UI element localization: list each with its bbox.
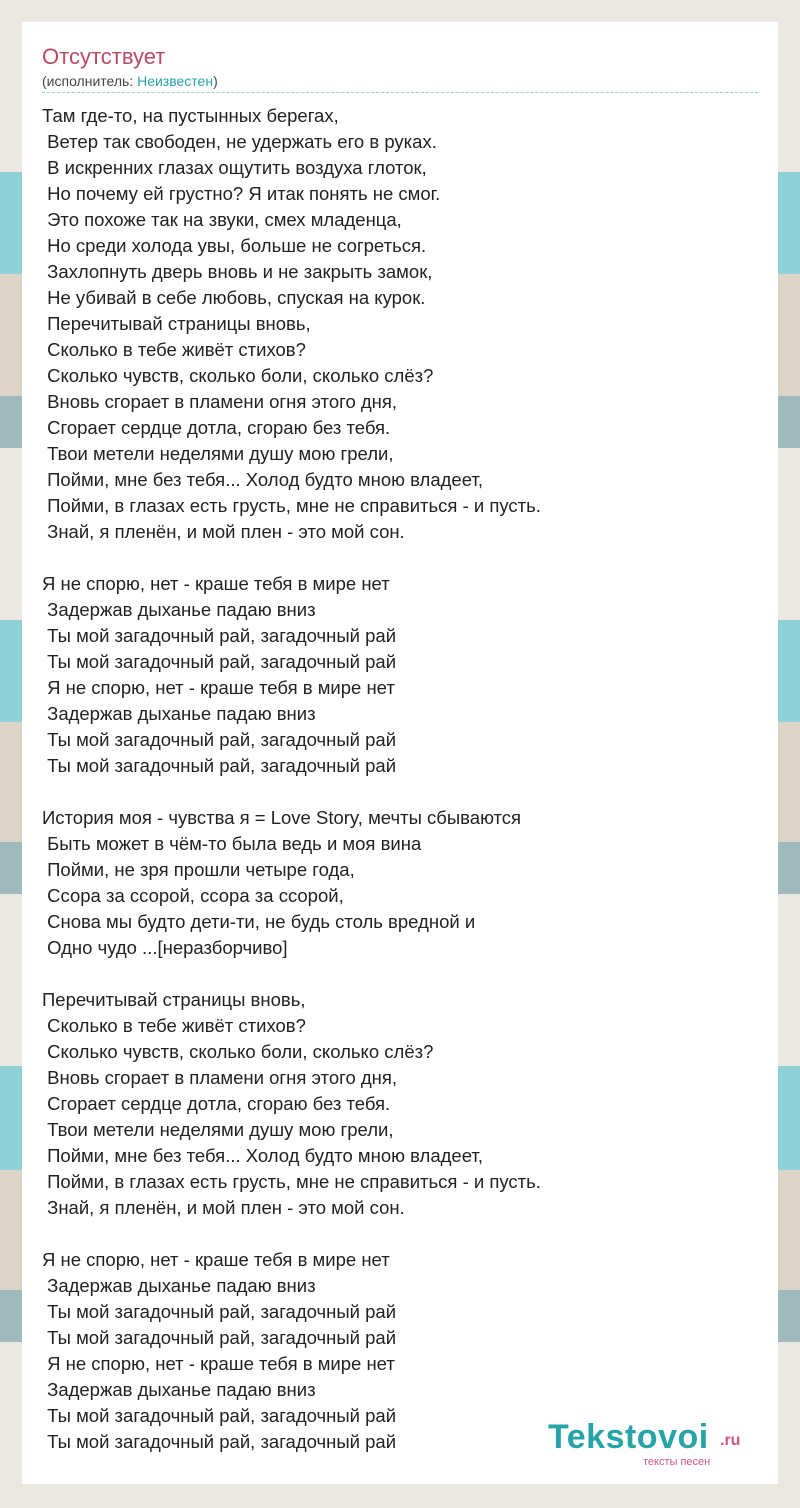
lyric-line: Пойми, мне без тебя... Холод будто мною владеет, — [42, 469, 483, 490]
lyric-line: Ты мой загадочный рай, загадочный рай — [42, 755, 397, 776]
lyrics-stanza — [42, 103, 758, 545]
lyric-line: Ты мой загадочный рай, загадочный рай — [42, 729, 397, 750]
lyric-line: Перечитывай страницы вновь, — [42, 313, 311, 334]
artist-link[interactable]: Неизвестен — [137, 73, 214, 89]
lyrics-card — [22, 22, 778, 1484]
lyrics-text — [42, 103, 758, 1455]
lyric-line: Сколько в тебе живёт стихов? — [42, 1015, 306, 1036]
lyric-line: Перечитывай страницы вновь, — [42, 989, 306, 1010]
lyric-line: Ты мой загадочный рай, загадочный рай — [42, 1327, 397, 1348]
lyric-line: Но почему ей грустно? Я итак понять не смог. — [42, 183, 441, 204]
lyric-line: Ветер так свободен, не удержать его в руках. — [42, 131, 437, 152]
lyric-line: Я не спорю, нет - краше тебя в мире нет — [42, 1249, 390, 1270]
lyric-line: Ты мой загадочный рай, загадочный рай — [42, 651, 397, 672]
lyric-line: Ты мой загадочный рай, загадочный рай — [42, 1301, 397, 1322]
artist-line — [42, 73, 218, 89]
lyric-line: Задержав дыханье падаю вниз — [42, 1379, 316, 1400]
lyric-line: История моя - чувства я = Love Story, мечты сбываются — [42, 807, 522, 828]
lyric-line: Пойми, не зря прошли четыре года, — [42, 859, 355, 880]
lyric-line: Я не спорю, нет - краше тебя в мире нет — [42, 677, 395, 698]
lyric-line: Знай, я пленён, и мой плен - это мой сон. — [42, 521, 405, 542]
lyric-line: Твои метели неделями душу мою грели, — [42, 1119, 394, 1140]
lyric-line: Сколько чувств, сколько боли, сколько слёз? — [42, 365, 434, 386]
lyrics-stanza — [42, 805, 758, 961]
lyric-line: Сгорает сердце дотла, сгораю без тебя. — [42, 417, 391, 438]
lyric-line: Ты мой загадочный рай, загадочный рай — [42, 1431, 397, 1452]
lyrics-stanza — [42, 571, 758, 779]
logo-main-text: Tekstovoi — [548, 1418, 709, 1456]
title-divider — [42, 92, 758, 93]
lyric-line: Там где-то, на пустынных берегах, — [42, 105, 339, 126]
lyric-line: Сколько в тебе живёт стихов? — [42, 339, 306, 360]
lyric-line: Вновь сгорает в пламени огня этого дня, — [42, 1067, 398, 1088]
lyric-line: Сколько чувств, сколько боли, сколько слёз? — [42, 1041, 434, 1062]
lyric-line: Задержав дыханье падаю вниз — [42, 599, 316, 620]
lyric-line: Я не спорю, нет - краше тебя в мире нет — [42, 1353, 395, 1374]
lyric-line: Вновь сгорает в пламени огня этого дня, — [42, 391, 398, 412]
lyric-line: Не убивай в себе любовь, спуская на курок. — [42, 287, 426, 308]
logo-subtitle: тексты песен — [643, 1456, 711, 1468]
lyric-line: Знай, я пленён, и мой плен - это мой сон. — [42, 1197, 405, 1218]
lyric-line: Пойми, в глазах есть грусть, мне не справиться - и пусть. — [42, 1171, 541, 1192]
lyric-line: Это похоже так на звуки, смех младенца, — [42, 209, 402, 230]
lyric-line: Ты мой загадочный рай, загадочный рай — [42, 625, 397, 646]
lyric-line: Ты мой загадочный рай, загадочный рай — [42, 1405, 397, 1426]
lyric-line: Твои метели неделями душу мою грели, — [42, 443, 394, 464]
lyric-line: В искренних глазах ощутить воздуха глоток, — [42, 157, 427, 178]
song-title: Отсутствует — [42, 44, 166, 69]
lyric-line: Сгорает сердце дотла, сгораю без тебя. — [42, 1093, 391, 1114]
site-logo[interactable] — [548, 1418, 758, 1470]
lyric-line: Захлопнуть дверь вновь и не закрыть замок, — [42, 261, 433, 282]
lyric-line: Снова мы будто дети-ти, не будь столь вредной и — [42, 911, 476, 932]
artist-prefix: (исполнитель: — [42, 73, 138, 89]
logo-tld: .ru — [720, 1432, 741, 1449]
lyric-line: Быть может в чём-то была ведь и моя вина — [42, 833, 422, 854]
lyric-line: Пойми, мне без тебя... Холод будто мною владеет, — [42, 1145, 483, 1166]
lyric-line: Но среди холода увы, больше не согреться. — [42, 235, 427, 256]
lyric-line: Задержав дыханье падаю вниз — [42, 1275, 316, 1296]
lyric-line: Задержав дыханье падаю вниз — [42, 703, 316, 724]
lyric-line: Одно чудо ...[неразборчиво] — [42, 937, 288, 958]
lyric-line: Ссора за ссорой, ссора за ссорой, — [42, 885, 344, 906]
lyric-line: Я не спорю, нет - краше тебя в мире нет — [42, 573, 390, 594]
lyrics-stanza — [42, 987, 758, 1221]
artist-suffix: ) — [213, 73, 218, 89]
lyric-line: Пойми, в глазах есть грусть, мне не справиться - и пусть. — [42, 495, 541, 516]
